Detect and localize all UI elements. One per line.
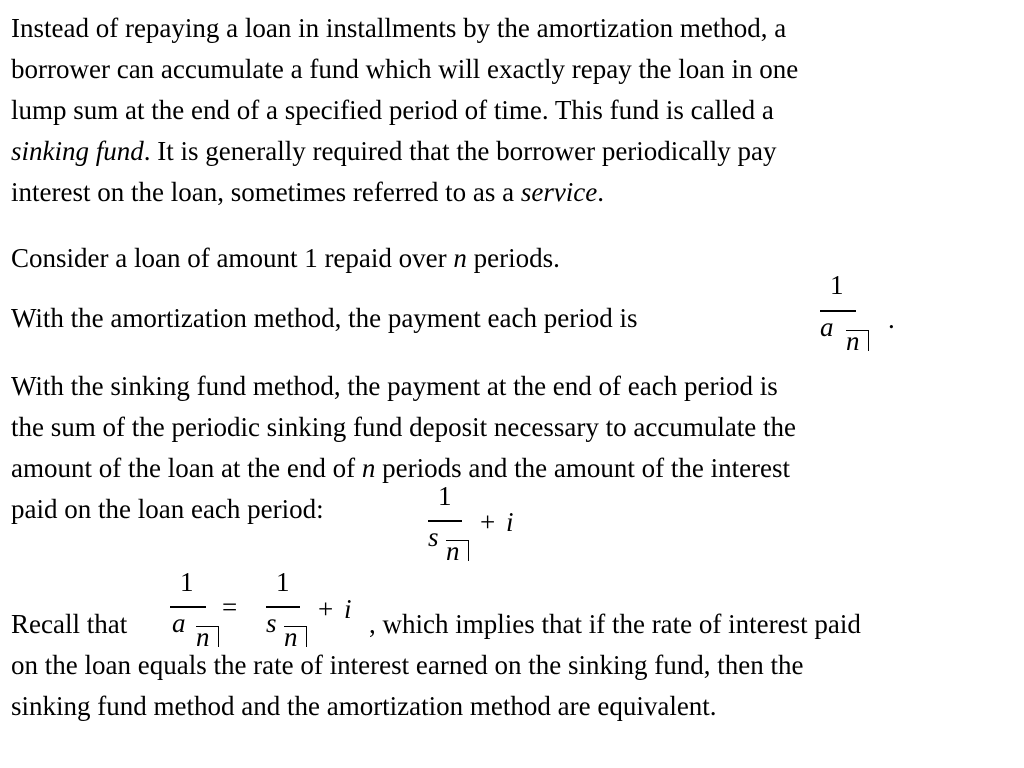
para1-line4-rest: . It is generally required that the borrower periodically pay	[143, 136, 777, 166]
para4-line4: paid on the loan each period:	[11, 494, 324, 524]
para2-var: n	[453, 243, 467, 273]
para2-post: periods.	[466, 243, 560, 273]
accumulation-s: s	[266, 608, 277, 638]
para5-line1-pre: Recall that	[11, 609, 128, 639]
annuity-a: a	[820, 312, 834, 342]
para4-line1: With the sinking fund method, the payment at the end of each period is	[11, 371, 778, 401]
para4-line3-pre: amount of the loan at the end of	[11, 453, 362, 483]
interest-i: i	[506, 507, 514, 537]
para1-line4	[11, 135, 777, 167]
para1-line5-post: .	[597, 177, 605, 207]
angle-bracket	[846, 330, 869, 351]
angle-bracket	[446, 540, 469, 561]
angle-bracket	[196, 626, 219, 647]
accumulation-s: s	[428, 522, 439, 552]
para1-line5	[11, 176, 604, 208]
para1-line3: lump sum at the end of a specified period of time. This fund is called a	[11, 95, 774, 125]
para1-line5-pre: interest on the loan, sometimes referred to as a	[11, 177, 521, 207]
subscript-n: n	[284, 622, 298, 652]
para5-line3: sinking fund method and the amortization method are equivalent.	[11, 691, 717, 721]
angle-bracket	[284, 626, 307, 647]
para2-line	[11, 242, 560, 274]
plus-sign: +	[480, 507, 496, 537]
annuity-a: a	[172, 608, 186, 638]
numerator-one: 1	[830, 270, 844, 300]
para4-line2: the sum of the periodic sinking fund deposit necessary to accumulate the	[11, 412, 797, 442]
service-term: service	[520, 177, 598, 207]
para1-line2: borrower can accumulate a fund which will exactly repay the loan in one	[11, 54, 799, 84]
interest-i: i	[344, 594, 352, 624]
para4-line3-post: periods and the amount of the interest	[375, 453, 791, 483]
numerator-one: 1	[438, 481, 452, 511]
subscript-n: n	[196, 622, 210, 652]
subscript-n: n	[846, 326, 860, 356]
para5-line2: on the loan equals the rate of interest earned on the sinking fund, then the	[11, 650, 804, 680]
plus-sign: +	[318, 594, 334, 624]
para4-line3	[11, 452, 790, 484]
numerator-one: 1	[180, 567, 194, 597]
para4-var: n	[361, 453, 376, 483]
para2-pre: Consider a loan of amount 1 repaid over	[11, 243, 454, 273]
para5-line1-post: , which implies that if the rate of interest paid	[369, 609, 861, 639]
equals-sign: =	[222, 592, 238, 622]
sinking-fund-term: sinking fund	[11, 136, 144, 166]
numerator-one: 1	[276, 567, 290, 597]
para3-line: With the amortization method, the payment each period is	[11, 303, 638, 333]
para1-line1: Instead of repaying a loan in installments by the amortization method, a	[11, 13, 787, 43]
subscript-n: n	[446, 536, 460, 566]
period-dot: .	[888, 304, 895, 334]
